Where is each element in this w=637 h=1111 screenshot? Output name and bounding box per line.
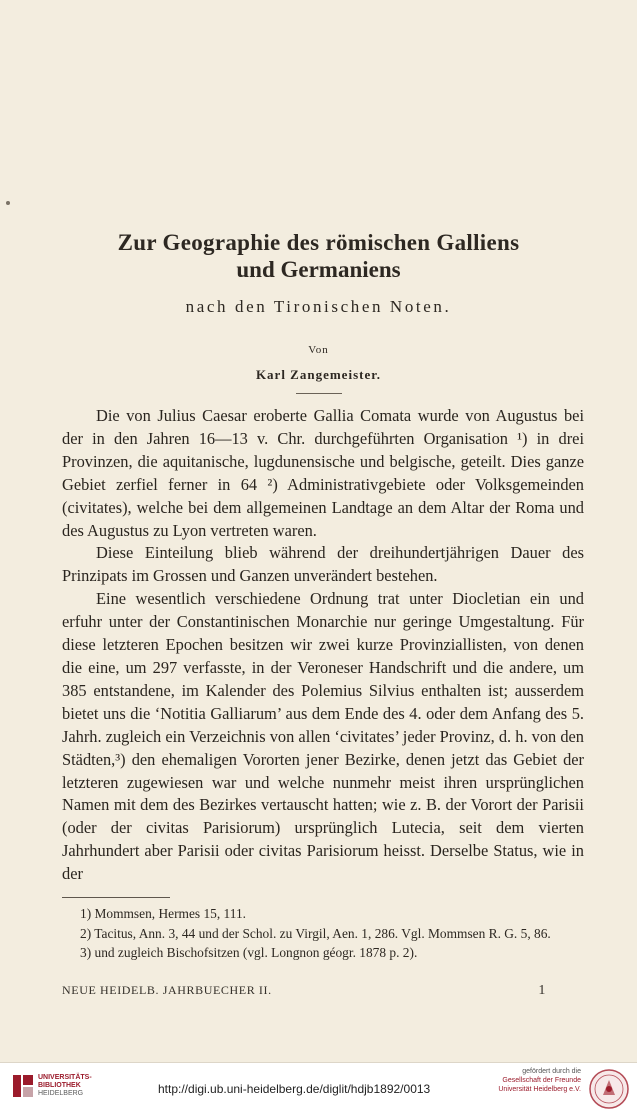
- subtitle: nach den Tironischen Noten.: [185, 297, 452, 316]
- footnote: 1) Mommsen, Hermes 15, 111.: [80, 906, 246, 921]
- paragraph: Die von Julius Caesar eroberte Gallia Comata wurde von Augustus bei der in den Jahren 16—13 v. Chr. durchgeführten Organisation ¹) in drei Provinzen, die aquitanische, lugdunensische und belgische, geteilt. Dies ganze Gebiet zerfiel ferner in 64 ²) Administrativgebiete oder Volksgemeinden (civitates), welche bei dem allgemeinen Landtage an dem Altar der Roma und des Augustus zu Lyon vertreten waren.: [62, 406, 584, 540]
- title-line-2: und Germaniens: [236, 257, 401, 282]
- digitization-banner: [0, 1062, 637, 1111]
- author-name: Karl Zangemeister.: [255, 367, 382, 382]
- sponsor-note: gefördert durch die Gesellschaft der Freunde Universität Heidelberg e.V.: [498, 1068, 581, 1093]
- footnote: 2) Tacitus, Ann. 3, 44 und der Schol. zu Virgil, Aen. 1, 286. Vgl. Mommsen R. G. 5, 86.: [80, 925, 551, 941]
- body-text: [62, 405, 584, 886]
- footnote-separator: [62, 897, 170, 898]
- paragraph: Eine wesentlich verschiedene Ordnung trat unter Diocletian ein und erfuhr unter der Constantinischen Monarchie nur geringe Umgestaltung. Für diese letzteren Epochen besitzen wir zwei kurze Provinziallisten, von denen die eine, um 297 verfasste, in der Veroneser Handschrift und die andere, um 385 entstandene, im Kalender des Polemius Silvius enthalten ist; ausserdem bietet uns die ‘Notitia Galliarum’ aus dem Ende des 4. oder dem Anfang des 5. Jahrh. zugleich ein Verzeichnis von allen ‘civitates’ jeder Provinz, d. h. von den Städten,³) den ehemaligen Vororten jener Bezirke, denen jetzt das Gebiet der letzteren zugewiesen war und welche nunmehr meist ihren ursprünglichen Namen mit dem des Bezirkes vertauscht hatten; wie z. B. der Vorort der Parisii (oder der civitas Parisiorum) ursprünglich Lutecia, seit dem vierten Jahrhundert aber Parisii oder civitas Parisiorum heisst. Derselbe Status, wie in der: [62, 589, 584, 884]
- title-line-1: Zur Geographie des römischen Galliens: [117, 230, 520, 255]
- university-seal-icon: [589, 1069, 629, 1109]
- footnotes: [62, 904, 584, 963]
- page-number: 1: [538, 983, 546, 998]
- by-label: Von: [308, 344, 329, 356]
- title-divider: [296, 393, 342, 394]
- running-footer: [62, 983, 584, 998]
- paragraph: Diese Einteilung blieb während der dreihundertjährigen Dauer des Prinzipats im Grossen und Ganzen unverändert bestehen.: [62, 543, 584, 586]
- library-name: UNIVERSITÄTS- BIBLIOTHEK HEIDELBERG: [38, 1074, 92, 1098]
- journal-name: NEUE HEIDELB. JAHRBUECHER II.: [62, 983, 272, 997]
- scan-speck: [6, 201, 10, 205]
- library-logo-icon[interactable]: [10, 1071, 36, 1101]
- permalink[interactable]: http://digi.ub.uni-heidelberg.de/diglit/hdjb1892/0013: [158, 1082, 431, 1096]
- footnote: 3) und zugleich Bischofsitzen (vgl. Longnon géogr. 1878 p. 2).: [80, 945, 418, 961]
